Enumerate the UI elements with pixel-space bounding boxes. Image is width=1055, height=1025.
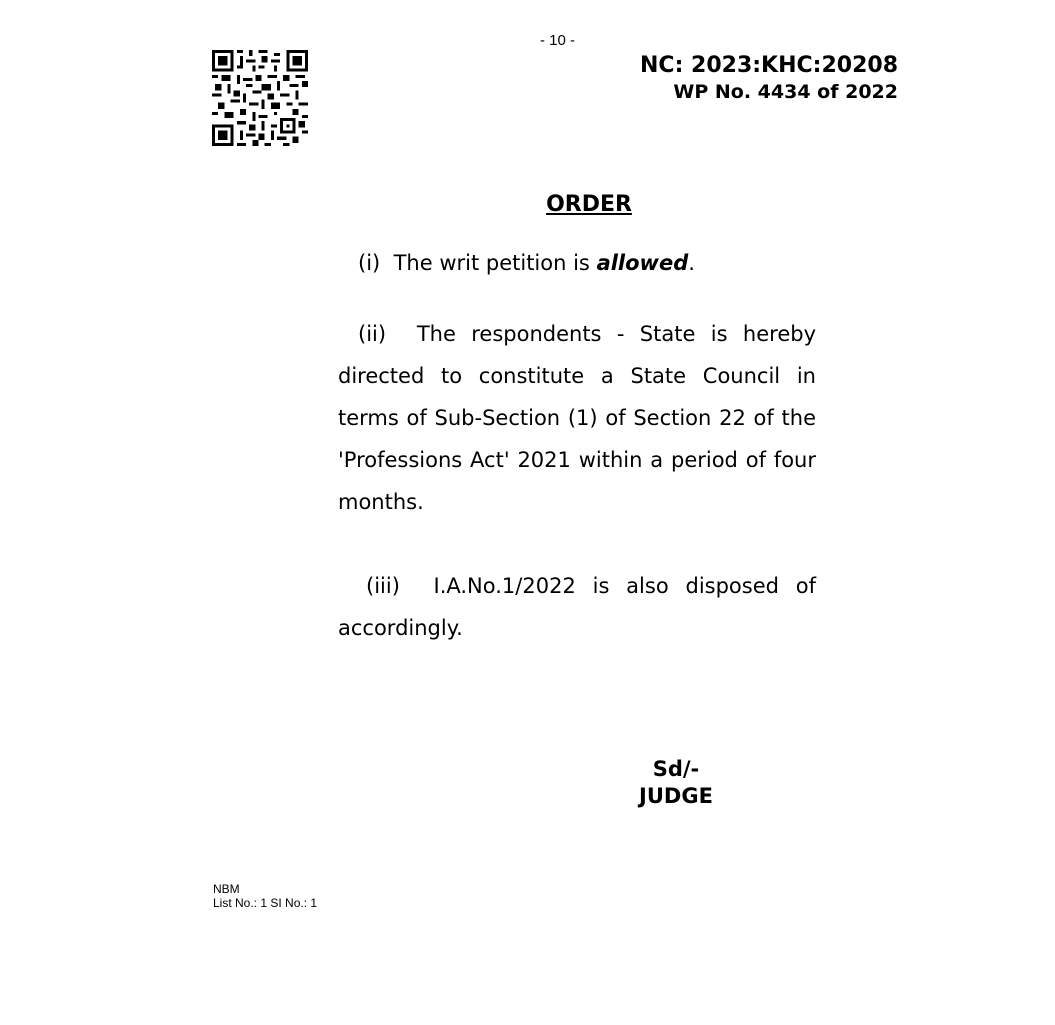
item-text: The respondents - State is hereby directed to constitute a State Council in terms of Sub-Section (1) of Section 22 of the 'Professions Act' 2021 within a period of four months. [338,322,816,514]
order-item-iii [338,565,816,649]
footer-initials: NBM [213,882,240,896]
item-label: (ii) [358,322,387,346]
footer-code [213,882,317,910]
footer-list-info: List No.: 1 SI No.: 1 [213,896,318,910]
item-text: The writ petition is [393,251,597,275]
order-heading: ORDER [546,192,632,217]
item-emphasis: allowed [596,251,689,275]
item-text: I.A.No.1/2022 is also disposed of accordingly. [338,574,817,640]
item-suffix: . [688,251,695,275]
item-label: (i) [358,251,381,275]
item-label: (iii) [366,574,400,598]
signature-block [636,756,716,810]
neutral-citation: NC: 2023:KHC:20208 [640,53,898,78]
qr-code [212,50,308,146]
signature-sd: Sd/- [652,757,700,781]
order-item-i [338,242,816,284]
signature-title: JUDGE [639,784,713,808]
case-number: WP No. 4434 of 2022 [673,81,898,103]
page-number: - 10 - [539,32,575,49]
order-item-ii [338,313,816,523]
